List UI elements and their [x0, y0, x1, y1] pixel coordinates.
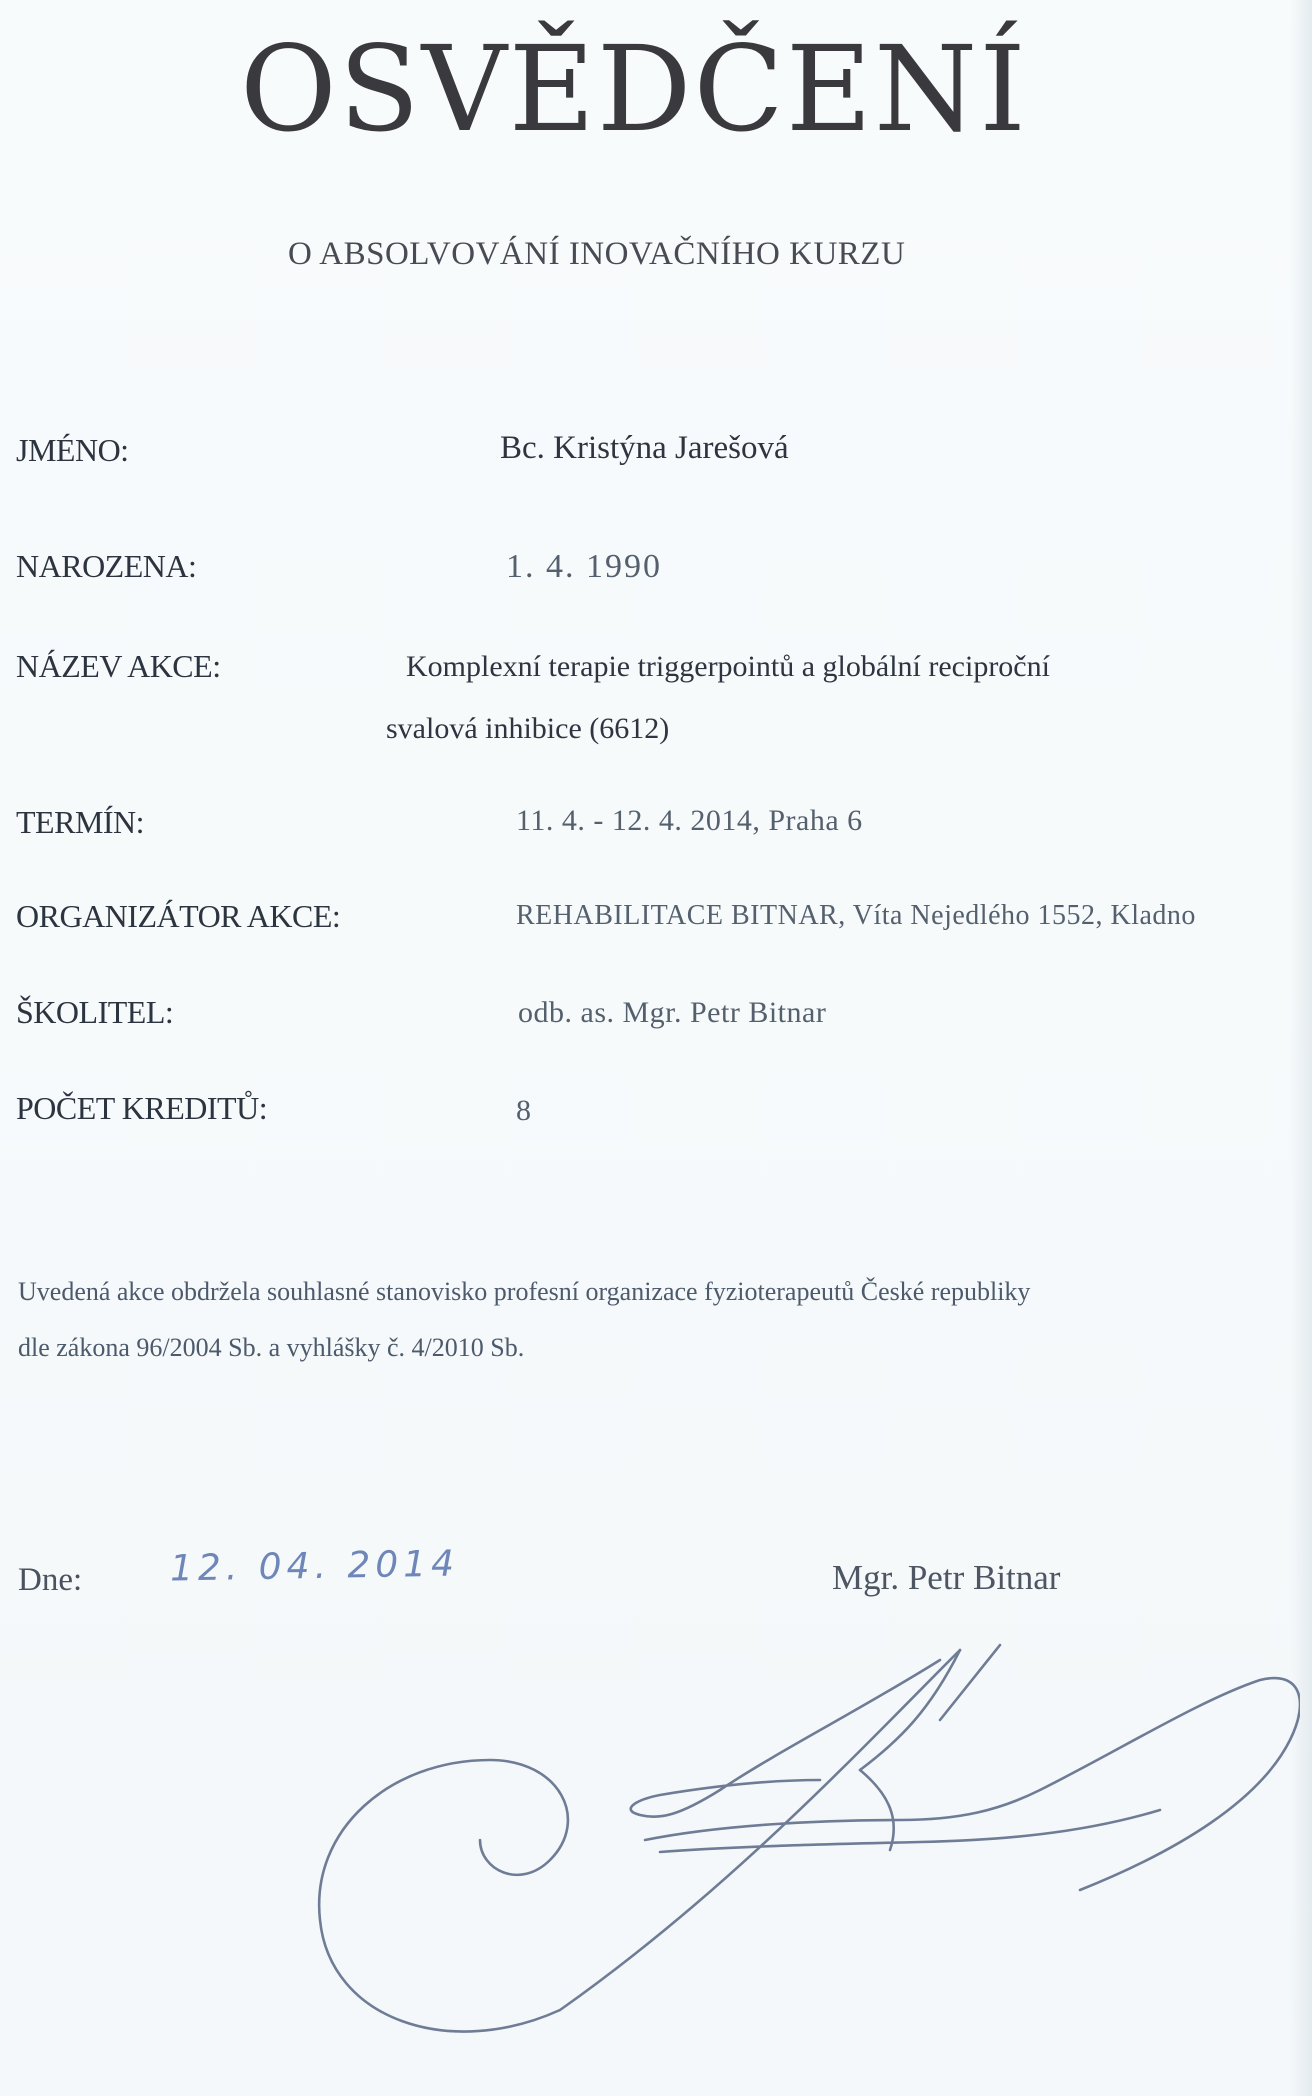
name-value: Bc. Kristýna Jarešová: [500, 430, 789, 466]
event-value-line2: svalová inhibice (6612): [386, 712, 670, 745]
note-line2: dle zákona 96/2004 Sb. a vyhlášky č. 4/2010 Sb.: [18, 1333, 525, 1362]
signer-name: Mgr. Petr Bitnar: [832, 1558, 1061, 1597]
credits-value: 8: [516, 1094, 532, 1127]
name-label: JMÉNO:: [16, 432, 129, 468]
certificate-subtitle: O ABSOLVOVÁNÍ INOVAČNÍHO KURZU: [288, 236, 906, 272]
term-label: TERMÍN:: [16, 804, 145, 840]
date-label: Dne:: [18, 1562, 83, 1598]
note-line1: Uvedená akce obdržela souhlasné stanovisko profesní organizace fyzioterapeutů České republiky: [18, 1277, 1031, 1306]
born-label: NAROZENA:: [16, 548, 197, 584]
credits-label: POČET KREDITŮ:: [16, 1090, 268, 1126]
organizer-label: ORGANIZÁTOR AKCE:: [16, 898, 341, 934]
event-label: NÁZEV AKCE:: [16, 648, 221, 684]
certificate-title: OSVĚDČENÍ: [240, 20, 1028, 158]
event-value-line1: Komplexní terapie triggerpointů a globální reciproční: [406, 650, 1050, 683]
trainer-value: odb. as. Mgr. Petr Bitnar: [518, 996, 827, 1029]
organizer-value: REHABILITACE BITNAR, Víta Nejedlého 1552, Kladno: [516, 900, 1196, 931]
born-value: 1. 4. 1990: [506, 548, 662, 585]
term-value: 11. 4. - 12. 4. 2014, Praha 6: [516, 804, 863, 837]
handwritten-signature: [300, 1590, 1300, 2050]
trainer-label: ŠKOLITEL:: [16, 994, 174, 1030]
handwritten-date: 12. 04. 2014: [169, 1543, 460, 1590]
